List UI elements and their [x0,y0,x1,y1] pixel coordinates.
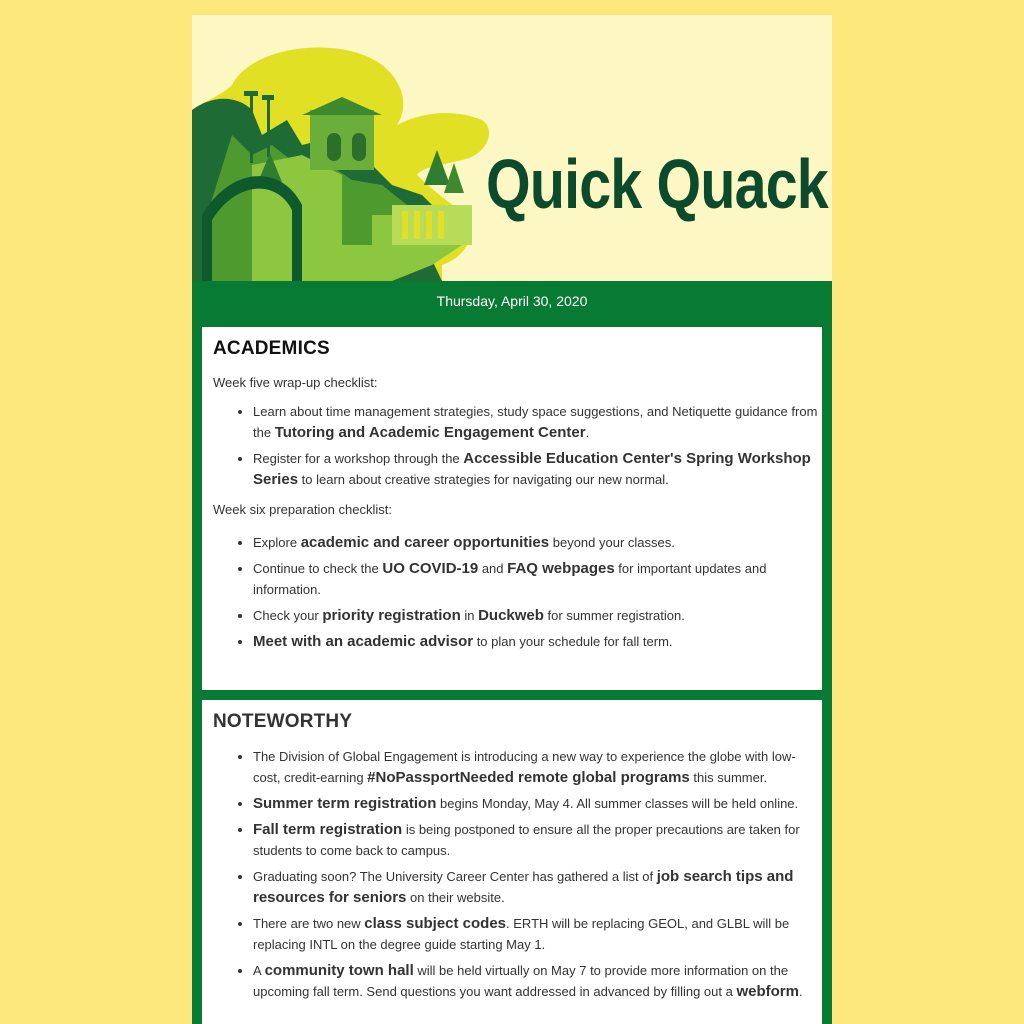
list-item [253,605,822,626]
item-text: Register for a workshop through the [253,451,464,466]
fall-registration-link[interactable]: Fall term registration [253,821,403,838]
subject-codes-link[interactable]: class subject codes [364,915,507,932]
opportunities-link[interactable]: academic and career opportunities [300,534,550,551]
light-post-2 [267,97,270,157]
item-text: and [478,561,508,576]
item-text: in [460,608,479,623]
section-heading: ACADEMICS [213,338,330,359]
noteworthy-section [202,700,822,1024]
glass-window-3 [426,211,432,239]
newsletter-title: Quick Quack [486,145,828,223]
building-arch-2 [352,133,366,161]
list-item [253,558,822,600]
glass-window-4 [438,211,444,239]
list-item [253,746,822,788]
item-text: . [798,984,803,999]
item-text: on their website. [406,890,505,905]
global-programs-link[interactable]: #NoPassportNeeded remote global programs [367,769,690,786]
item-text: Graduating soon? The University Career Center has gathered a list of [253,869,657,884]
webform-link[interactable]: webform [736,983,799,1000]
priority-registration-link[interactable]: priority registration [322,607,461,624]
academics-section [202,327,822,690]
item-text: this summer. [689,770,768,785]
workshop-series-link[interactable]: Accessible Education Center's Spring Workshop Series [253,450,811,488]
week-six-list [213,532,822,652]
item-text: to plan your schedule for fall term. [473,634,673,649]
advisor-link[interactable]: Meet with an academic advisor [253,633,474,650]
noteworthy-list [213,746,822,1002]
week-six-intro: Week six preparation checklist: [213,502,392,517]
item-text: to learn about creative strategies for navigating our new normal. [298,472,669,487]
list-item [253,866,822,908]
item-text: Continue to check the [253,561,383,576]
item-text: Learn about time management strategies, study space suggestions, and Netiquette guidance from the [253,404,818,440]
light-post [250,93,253,163]
glass-window-2 [414,211,420,239]
faq-link[interactable]: FAQ webpages [507,560,615,577]
week-five-list [213,401,822,490]
header-banner [192,15,832,281]
list-item [253,819,822,861]
list-item [253,913,822,955]
glass-window [402,211,408,239]
covid-link[interactable]: UO COVID-19 [382,560,479,577]
issue-date: Thursday, April 30, 2020 [436,293,588,309]
item-text: beyond your classes. [549,535,675,550]
duckweb-link[interactable]: Duckweb [478,607,544,624]
item-text: A [253,963,265,978]
week-five-intro: Week five wrap-up checklist: [213,375,378,390]
item-text: . [585,425,590,440]
section-heading: NOTEWORTHY [213,711,353,732]
date-bar [192,281,832,327]
item-text: is being postponed to ensure all the proper precautions are taken for students to come back to campus. [253,822,800,858]
list-item [253,631,822,652]
item-text: begins Monday, May 4. All summer classes will be held online. [436,796,799,811]
light-post-head-2 [262,95,274,100]
item-text: . ERTH will be replacing GEOL, and GLBL will be replacing INTL on the degree guide starting May 1. [253,916,790,952]
job-search-link[interactable]: job search tips and resources for seniors [253,868,794,906]
newsletter-email [192,15,832,1024]
list-item [253,401,822,443]
item-text: Explore [253,535,301,550]
list-item [253,448,822,490]
list-item [253,960,822,1002]
item-text: for important updates and information. [253,561,767,597]
tutoring-link[interactable]: Tutoring and Academic Engagement Center [274,424,586,441]
list-item [253,532,822,553]
item-text: will be held virtually on May 7 to provide more information on the upcoming fall term. Send questions you want addressed in advanced by filling out a [253,963,789,999]
item-text: The Division of Global Engagement is introducing a new way to experience the globe with low-cost, credit-earning [253,749,796,785]
town-hall-link[interactable]: community town hall [264,962,414,979]
building-arch [327,133,341,161]
list-item [253,793,822,814]
item-text: for summer registration. [543,608,685,623]
item-text: There are two new [253,916,365,931]
light-post-head [244,91,258,96]
item-text: Check your [253,608,323,623]
summer-registration-link[interactable]: Summer term registration [253,795,437,812]
